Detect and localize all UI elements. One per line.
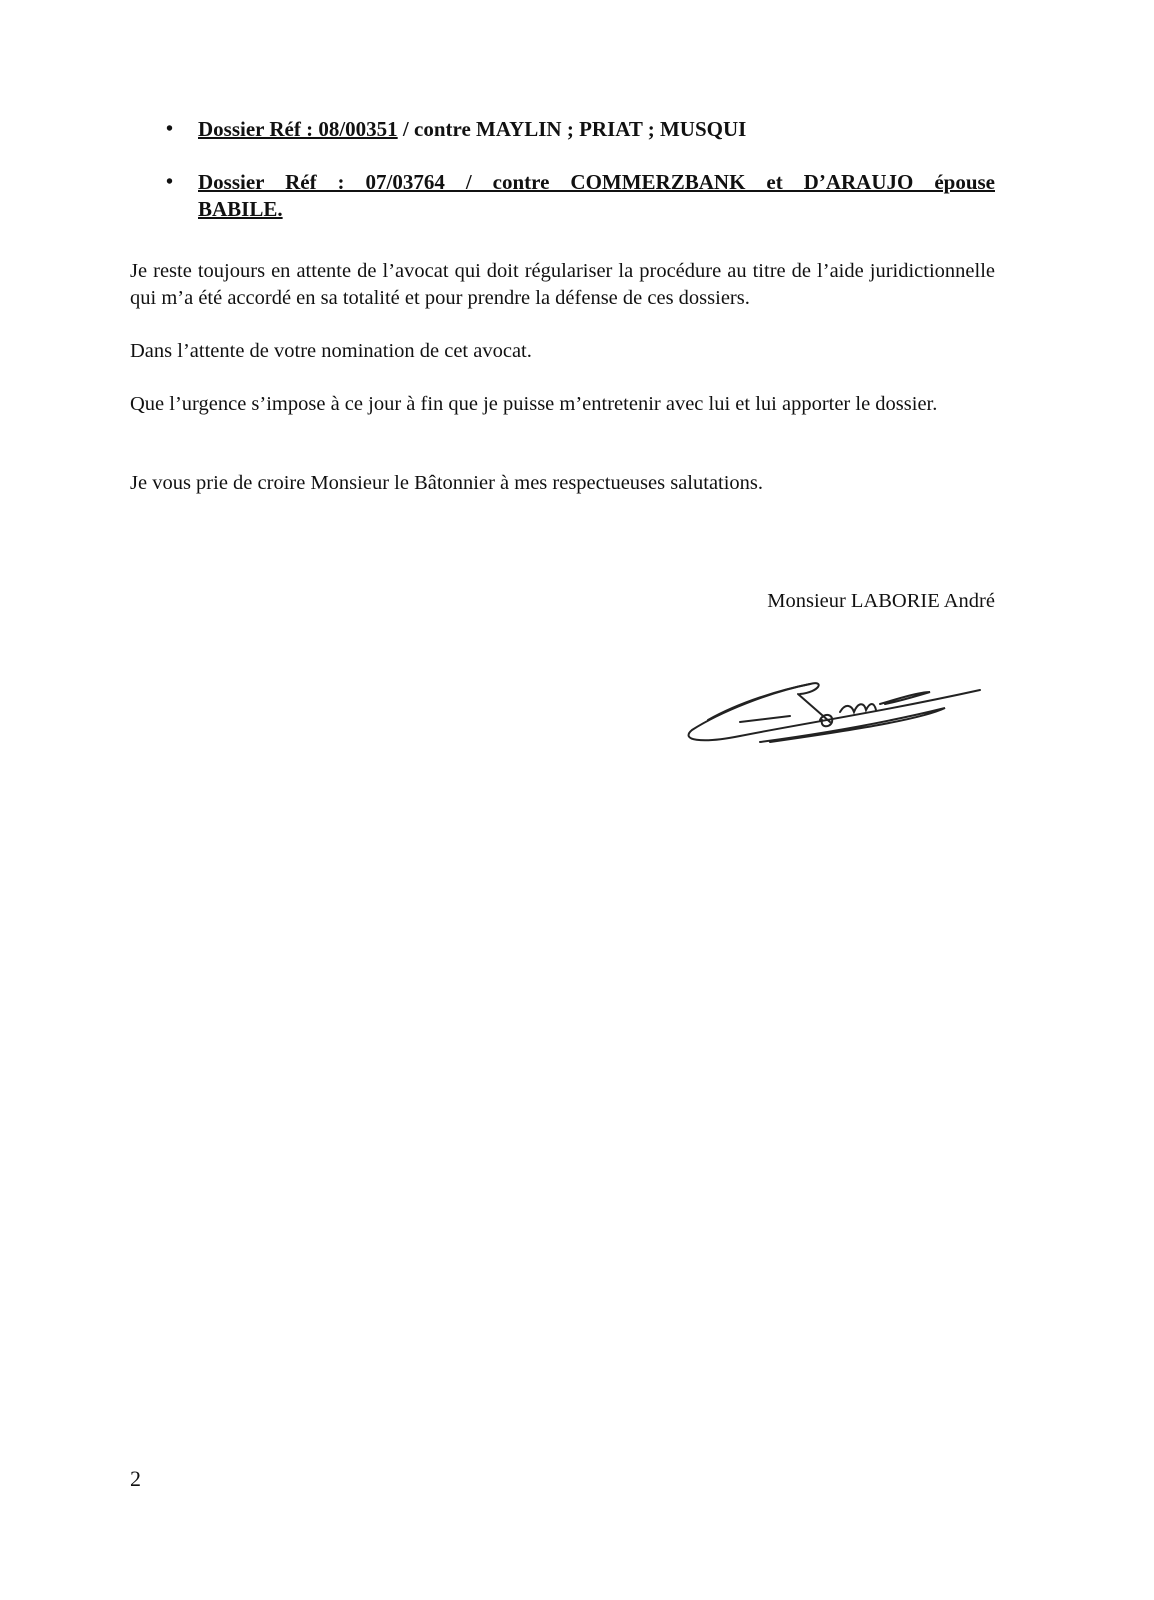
bullet-icon: • [166,171,174,193]
dossier-parties-1: / contre MAYLIN ; PRIAT ; MUSQUI [397,117,747,141]
paragraph-1: Je reste toujours en attente de l’avocat qui doit régulariser la procédure au titre de l’aide juridictionnelle qui m’a été accordé en sa totalité et pour prendre la défense de ces dossiers. [130,260,995,309]
dossier-item-2-line2: BABILE. [198,197,283,221]
bullet-icon: • [166,118,174,140]
paragraph-2: Dans l’attente de votre nomination de cet avocat. [130,340,532,362]
page-number: 2 [130,1466,141,1491]
dossier-item-1 [198,116,995,143]
paragraph-3: Que l’urgence s’impose à ce jour à fin que je puisse m’entretenir avec lui et lui apporter le dossier. [130,393,938,415]
paragraph-4: Je vous prie de croire Monsieur le Bâtonnier à mes respectueuses salutations. [130,472,764,494]
dossier-ref-1: Dossier Réf : 08/00351 [198,117,398,141]
signatory-name: Monsieur LABORIE André [767,590,995,612]
handwritten-signature [680,672,990,752]
dossier-item-2-line1: Dossier Réf : 07/03764 / contre COMMERZBANK et D’ARAUJO épouse [198,170,995,194]
